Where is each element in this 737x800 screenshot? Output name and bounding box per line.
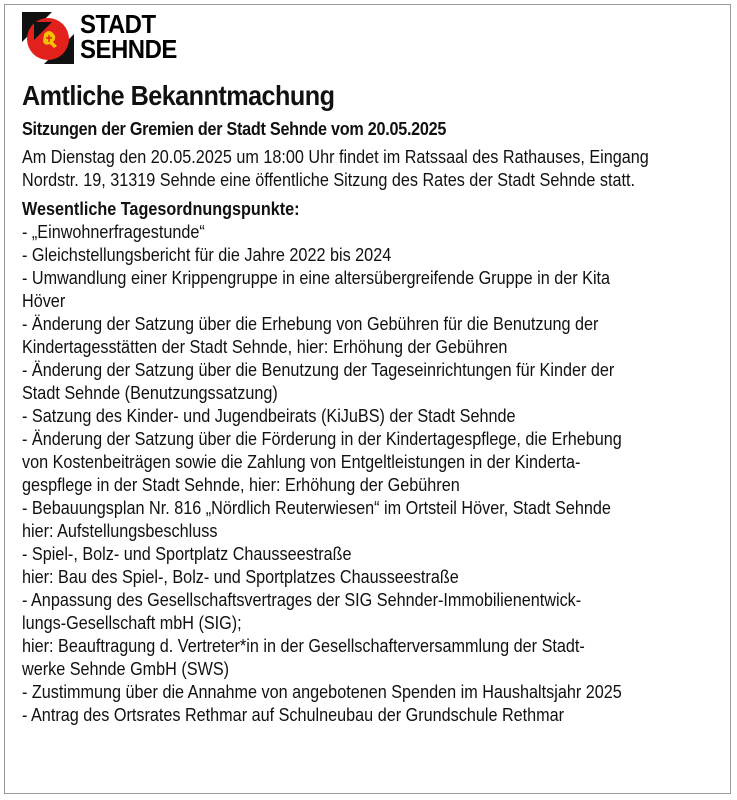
notice-intro: Am Dienstag den 20.05.2025 um 18:00 Uhr findet im Ratssaal des Rathauses, Eingang Nordstr. 19, 31319 Sehnde eine öffentliche Sitzung des Rates der Stadt Sehnde statt. (22, 147, 649, 190)
agenda-item-line: - Gleichstellungsbericht für die Jahre 2022 bis 2024 (22, 245, 392, 265)
agenda-item (22, 497, 711, 543)
stadt-sehnde-logo (22, 10, 202, 68)
city-emblem-icon (22, 12, 74, 64)
agenda-item-line: gespflege in der Stadt Sehnde, hier: Erhöhung der Gebühren (22, 475, 460, 495)
agenda-item-line: werke Sehnde GmbH (SWS) (22, 659, 230, 679)
logo-wordmark (80, 9, 177, 64)
agenda-item-line: - Umwandlung einer Krippengruppe in eine altersübergreifende Gruppe in der Kita (22, 268, 611, 288)
notice-subtitle: Sitzungen der Gremien der Stadt Sehnde vom 20.05.2025 (22, 119, 447, 139)
agenda-item (22, 313, 711, 359)
agenda-item-line: - Antrag des Ortsrates Rethmar auf Schulneubau der Grundschule Rethmar (22, 705, 565, 725)
agenda-list (22, 221, 711, 727)
agenda-item-line: hier: Beauftragung d. Vertreter*in in der Gesellschafterversammlung der Stadt- (22, 636, 585, 656)
agenda-item-line: Höver (22, 291, 66, 311)
agenda-title: Wesentliche Tagesordnungspunkte: (22, 199, 300, 219)
logo-line-stadt: STADT (80, 9, 156, 39)
notice-content (22, 78, 712, 727)
logo-line-sehnde: SEHNDE (80, 34, 177, 64)
agenda-item-line: lungs-Gesellschaft mbH (SIG); (22, 613, 242, 633)
agenda-item-line: - Satzung des Kinder- und Jugendbeirats (KiJuBS) der Stadt Sehnde (22, 406, 516, 426)
agenda-item-line: hier: Aufstellungsbeschluss (22, 521, 218, 541)
agenda-item (22, 428, 711, 497)
agenda-item (22, 267, 711, 313)
agenda-item-line: - Änderung der Satzung über die Erhebung von Gebühren für die Benutzung der (22, 314, 599, 334)
agenda-item-line: - Anpassung des Gesellschaftsvertrages der SIG Sehnder-Immobilienentwick- (22, 590, 582, 610)
agenda-item (22, 359, 711, 405)
agenda-item-line: Kindertagesstätten der Stadt Sehnde, hier: Erhöhung der Gebühren (22, 337, 508, 357)
agenda-item-line: - Bebauungsplan Nr. 816 „Nördlich Reuterwiesen“ im Ortsteil Höver, Stadt Sehnde (22, 498, 611, 518)
agenda-item-line: hier: Bau des Spiel-, Bolz- und Sportplatzes Chausseestraße (22, 567, 459, 587)
agenda-item-line: - Spiel-, Bolz- und Sportplatz Chausseestraße (22, 544, 352, 564)
agenda-item (22, 589, 711, 681)
notice-heading: Amtliche Bekanntmachung (22, 80, 335, 111)
agenda-item-line: von Kostenbeiträgen sowie die Zahlung von Entgeltleistungen in der Kinderta- (22, 452, 581, 472)
agenda-item (22, 244, 711, 267)
agenda-item (22, 405, 711, 428)
agenda-item (22, 681, 711, 704)
agenda-item-line: - Änderung der Satzung über die Benutzung der Tageseinrichtungen für Kinder der (22, 360, 615, 380)
agenda-item (22, 543, 711, 589)
agenda-item-line: - Änderung der Satzung über die Förderung in der Kindertagespflege, die Erhebung (22, 429, 622, 449)
agenda-item (22, 704, 711, 727)
agenda-item (22, 221, 711, 244)
agenda-item-line: - Zustimmung über die Annahme von angebotenen Spenden im Haushaltsjahr 2025 (22, 682, 622, 702)
agenda-item-line: - „Einwohnerfragestunde“ (22, 222, 205, 242)
agenda-item-line: Stadt Sehnde (Benutzungssatzung) (22, 383, 278, 403)
